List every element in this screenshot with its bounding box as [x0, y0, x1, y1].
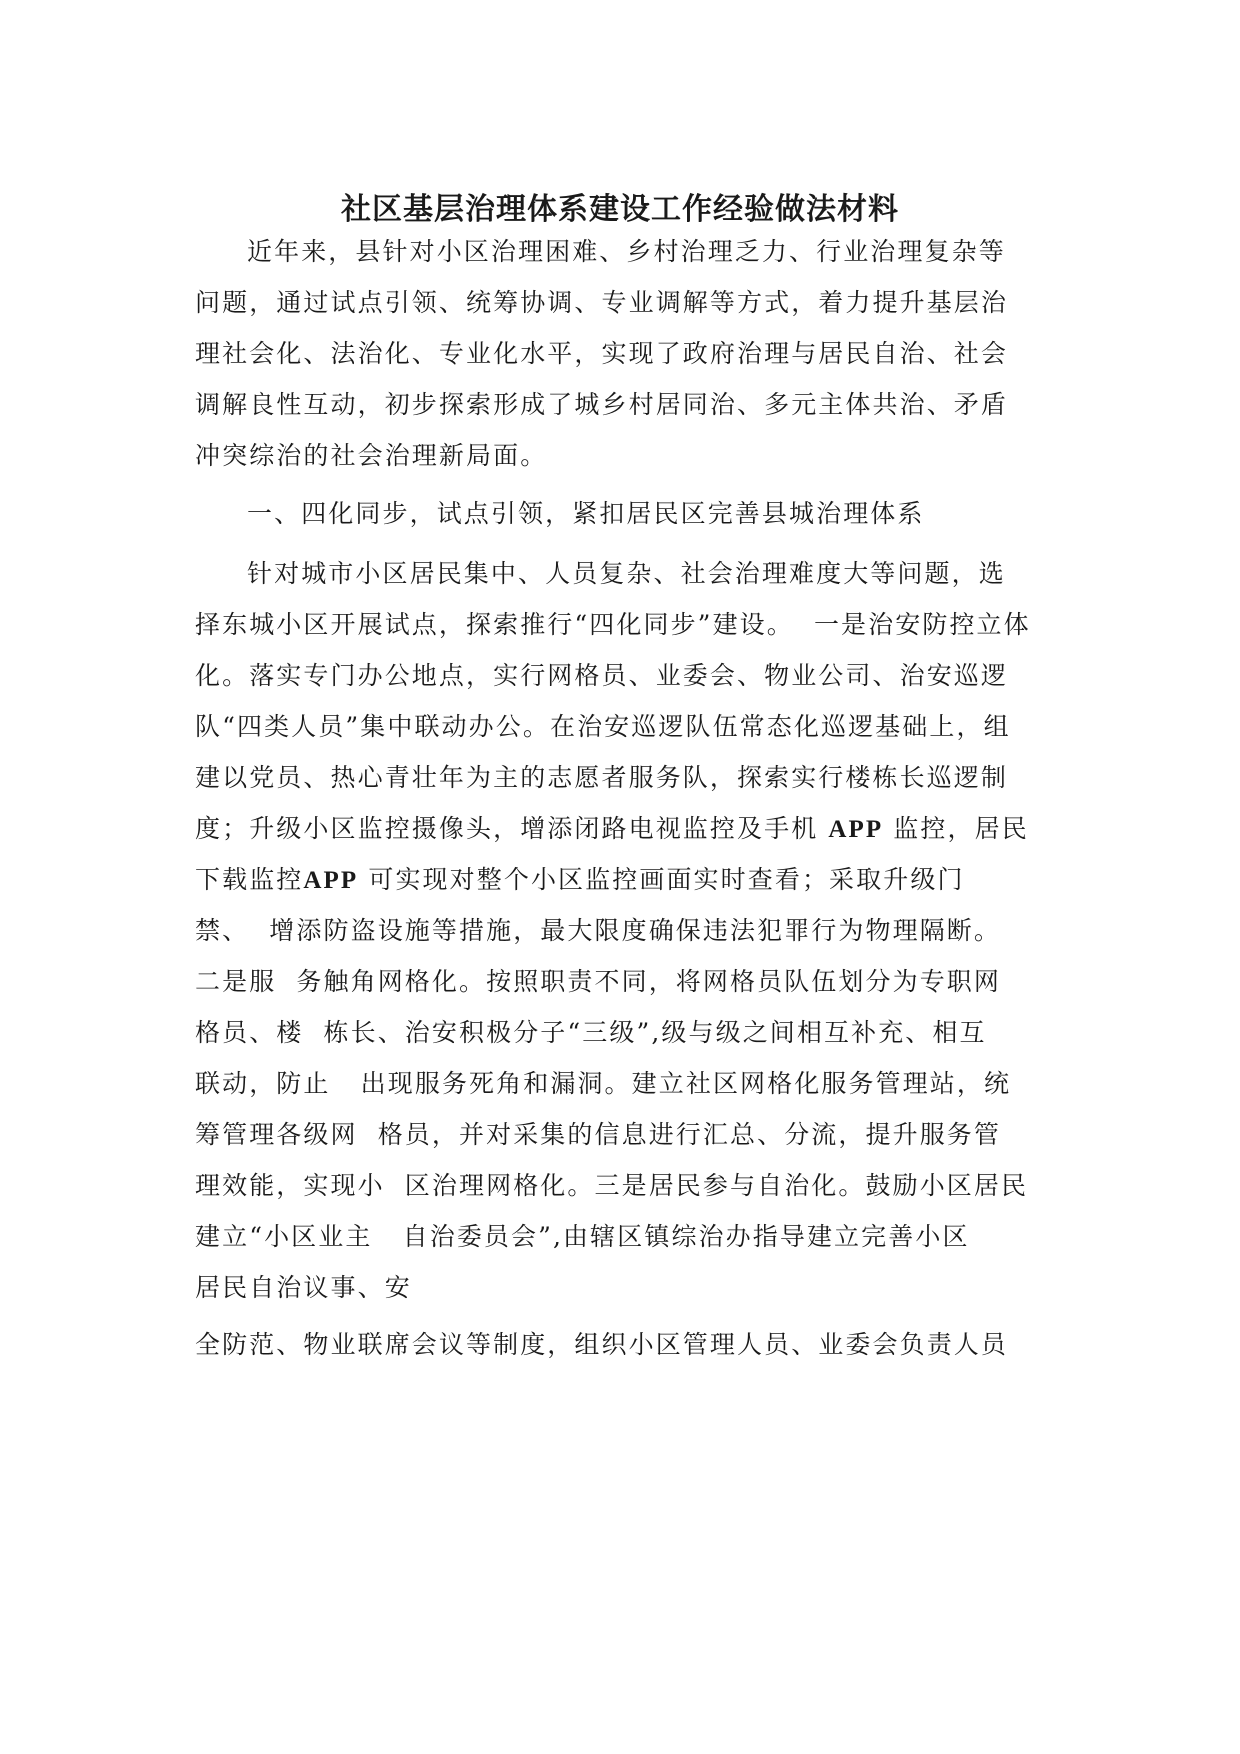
- body-line-9: 二是服 务触角网格化。按照职责不同，将网格员队伍划分为专职网: [195, 967, 1001, 996]
- section-heading: 一、四化同步，试点引领，紧扣居民区完善县城治理体系: [247, 499, 925, 528]
- body-line-4: 队“四类人员”集中联动办公。在治安巡逻队伍常态化巡逻基础上，组: [195, 712, 1011, 741]
- body-line-6-tail: 监控，居民: [883, 814, 1029, 843]
- intro-line-4: 调解良性互动，初步探索形成了城乡村居同治、多元主体共治、矛盾: [195, 390, 1009, 419]
- intro-line-5: 冲突综治的社会治理新局面。: [195, 441, 548, 470]
- document-title: 社区基层治理体系建设工作经验做法材料: [341, 192, 899, 227]
- body-line-14: 建立“小区业主 自治委员会”,由辖区镇综治办指导建立完善小区: [195, 1222, 970, 1251]
- body-line-16: 全防范、物业联席会议等制度，组织小区管理人员、业委会负责人员: [195, 1330, 1009, 1359]
- body-line-6-text: 度；升级小区监控摄像头，增添闭路电视监控及手机: [195, 814, 829, 843]
- body-line-5: 建以党员、热心青壮年为主的志愿者服务队，探索实行楼栋长巡逻制: [195, 763, 1009, 792]
- body-line-7: [195, 862, 965, 899]
- body-line-3: 化。落实专门办公地点，实行网格员、业委会、物业公司、治安巡逻: [195, 661, 1009, 690]
- body-line-2: 择东城小区开展试点，探索推行“四化同步”建设。 一是治安防控立体: [195, 610, 1031, 639]
- body-line-8: 禁、 增添防盗设施等措施，最大限度确保违法犯罪行为物理隔断。: [195, 916, 1001, 945]
- body-line-6-app: APP: [828, 816, 884, 843]
- body-line-12: 筹管理各级网 格员，并对采集的信息进行汇总、分流，提升服务管: [195, 1120, 1001, 1149]
- body-line-7-app: APP: [303, 867, 359, 894]
- body-line-10: 格员、楼 栋长、治安积极分子“三级”,级与级之间相互补充、相互: [195, 1018, 987, 1047]
- body-line-6: [195, 811, 1029, 848]
- body-line-13: 理效能，实现小 区治理网格化。三是居民参与自治化。鼓励小区居民: [195, 1171, 1029, 1200]
- body-line-11: 联动，防止 出现服务死角和漏洞。建立社区网格化服务管理站，统: [195, 1069, 1012, 1098]
- body-line-7-text: 下载监控: [195, 865, 304, 894]
- body-line-15: 居民自治议事、安: [195, 1273, 412, 1302]
- intro-line-3: 理社会化、法治化、专业化水平，实现了政府治理与居民自治、社会: [195, 339, 1009, 368]
- intro-line-2: 问题，通过试点引领、统筹协调、专业调解等方式，着力提升基层治: [195, 288, 1009, 317]
- body-line-7-tail: 可实现对整个小区监控画面实时查看；采取升级门: [358, 865, 965, 894]
- body-line-1: 针对城市小区居民集中、人员复杂、社会治理难度大等问题，选: [247, 559, 1006, 588]
- intro-line-1: 近年来，县针对小区治理困难、乡村治理乏力、行业治理复杂等: [247, 237, 1006, 266]
